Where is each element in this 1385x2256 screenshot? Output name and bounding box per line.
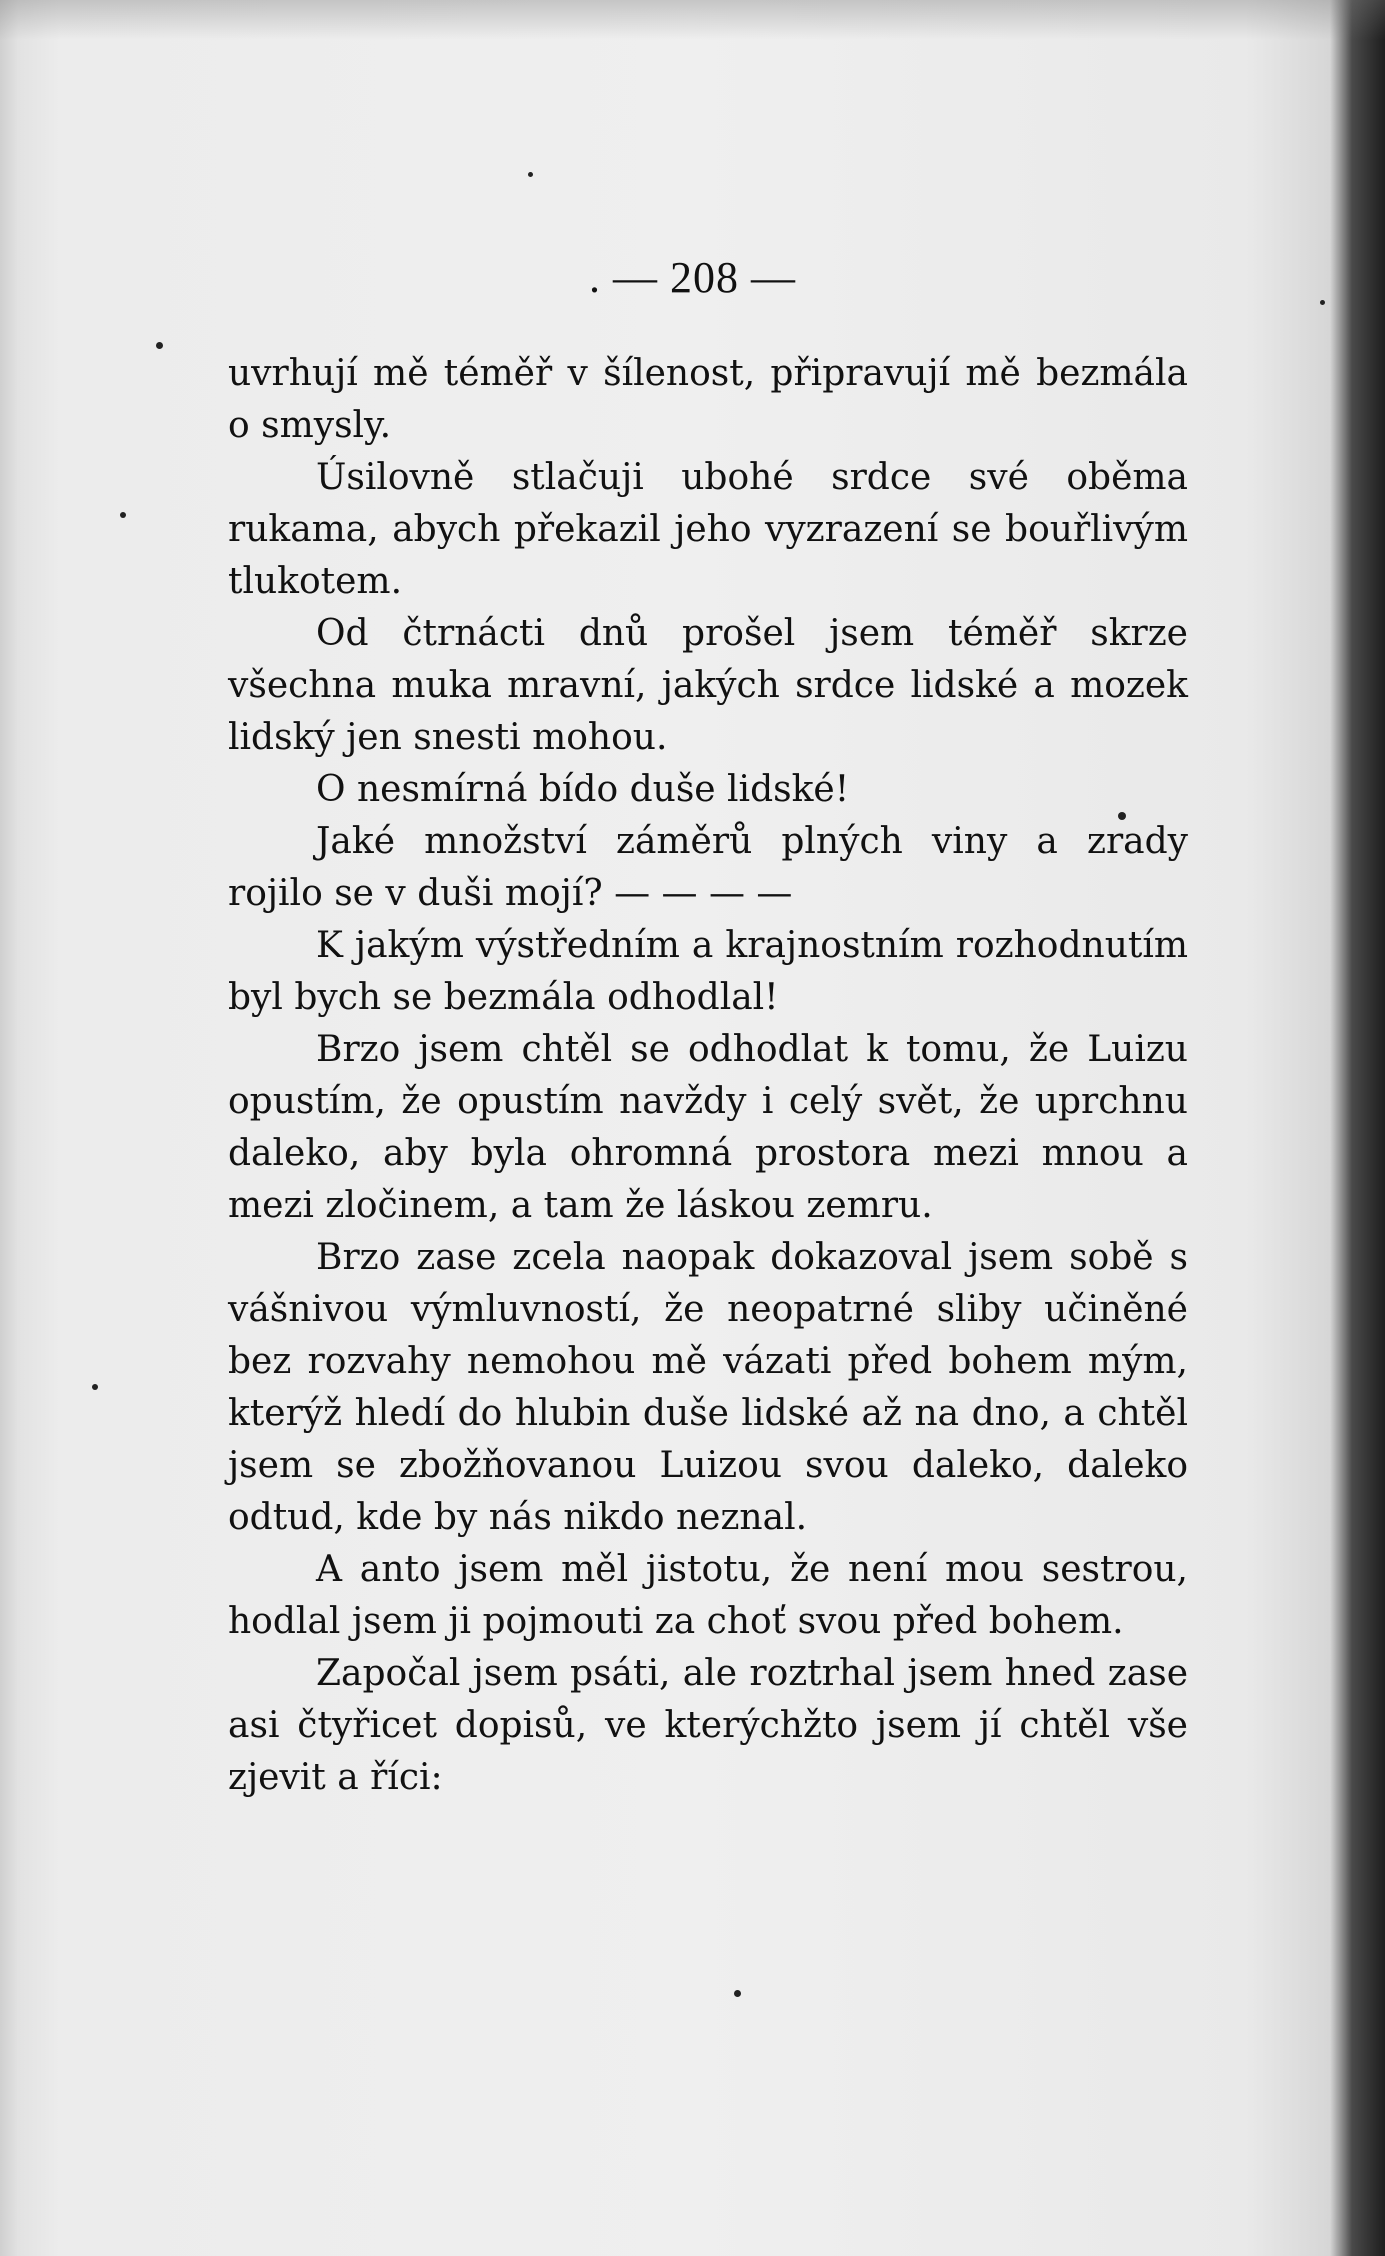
body-text: [228, 348, 1188, 1804]
paragraph: Brzo jsem chtěl se odhodlat k tomu, že Luizu opustím, že opustím navždy i celý svět, že uprchnu daleko, aby byla ohromná prostora mezi mnou a mezi zločinem, a tam že láskou zemru.: [228, 1029, 1188, 1226]
paragraph: K jakým výstředním a krajnostním rozhodnutím byl bych se bezmála odhodlal!: [228, 925, 1188, 1018]
dust-speck: [156, 342, 163, 349]
dust-speck: [1118, 812, 1126, 820]
paragraph: Započal jsem psáti, ale roztrhal jsem hned zase asi čtyřicet dopisů, ve kterýchžto jsem jí chtěl vše zjevit a říci:: [228, 1653, 1188, 1798]
paragraph: O nesmírná bído duše lidské!: [316, 769, 850, 810]
page-number: . — 208 —: [589, 253, 796, 302]
paragraph: A anto jsem měl jistotu, že není mou sestrou, hodlal jsem ji pojmouti za choť svou před bohem.: [228, 1549, 1188, 1642]
dust-speck: [734, 1990, 741, 1997]
dust-speck: [120, 512, 126, 518]
paragraph: Úsilovně stlačuji ubohé srdce své oběma rukama, abych překazil jeho vyzrazení se bouřlivým tlukotem.: [228, 457, 1188, 602]
dust-speck: [92, 1384, 98, 1390]
top-shadow: [0, 0, 1385, 40]
dust-speck: [1320, 300, 1325, 305]
paragraph: Od čtrnácti dnů prošel jsem téměř skrze všechna muka mravní, jakých srdce lidské a mozek lidský jen snesti mohou.: [228, 613, 1188, 758]
dust-speck: [528, 172, 533, 177]
paragraph: uvrhují mě téměř v šílenost, připravují mě bezmála o smysly.: [228, 353, 1188, 446]
paragraph: Brzo zase zcela naopak dokazoval jsem sobě s vášnivou výmluvností, že neopatrné sliby učiněné bez rozvahy nemohou mě vázati před bohem mým, kterýž hledí do hlubin duše lidské až na dno, a chtěl jsem se zbožňovanou Luizou svou daleko, daleko odtud, kde by nás nikdo neznal.: [228, 1237, 1188, 1538]
paragraph: Jaké množství záměrů plných viny a zrady rojilo se v duši mojí? — — — —: [228, 821, 1188, 914]
